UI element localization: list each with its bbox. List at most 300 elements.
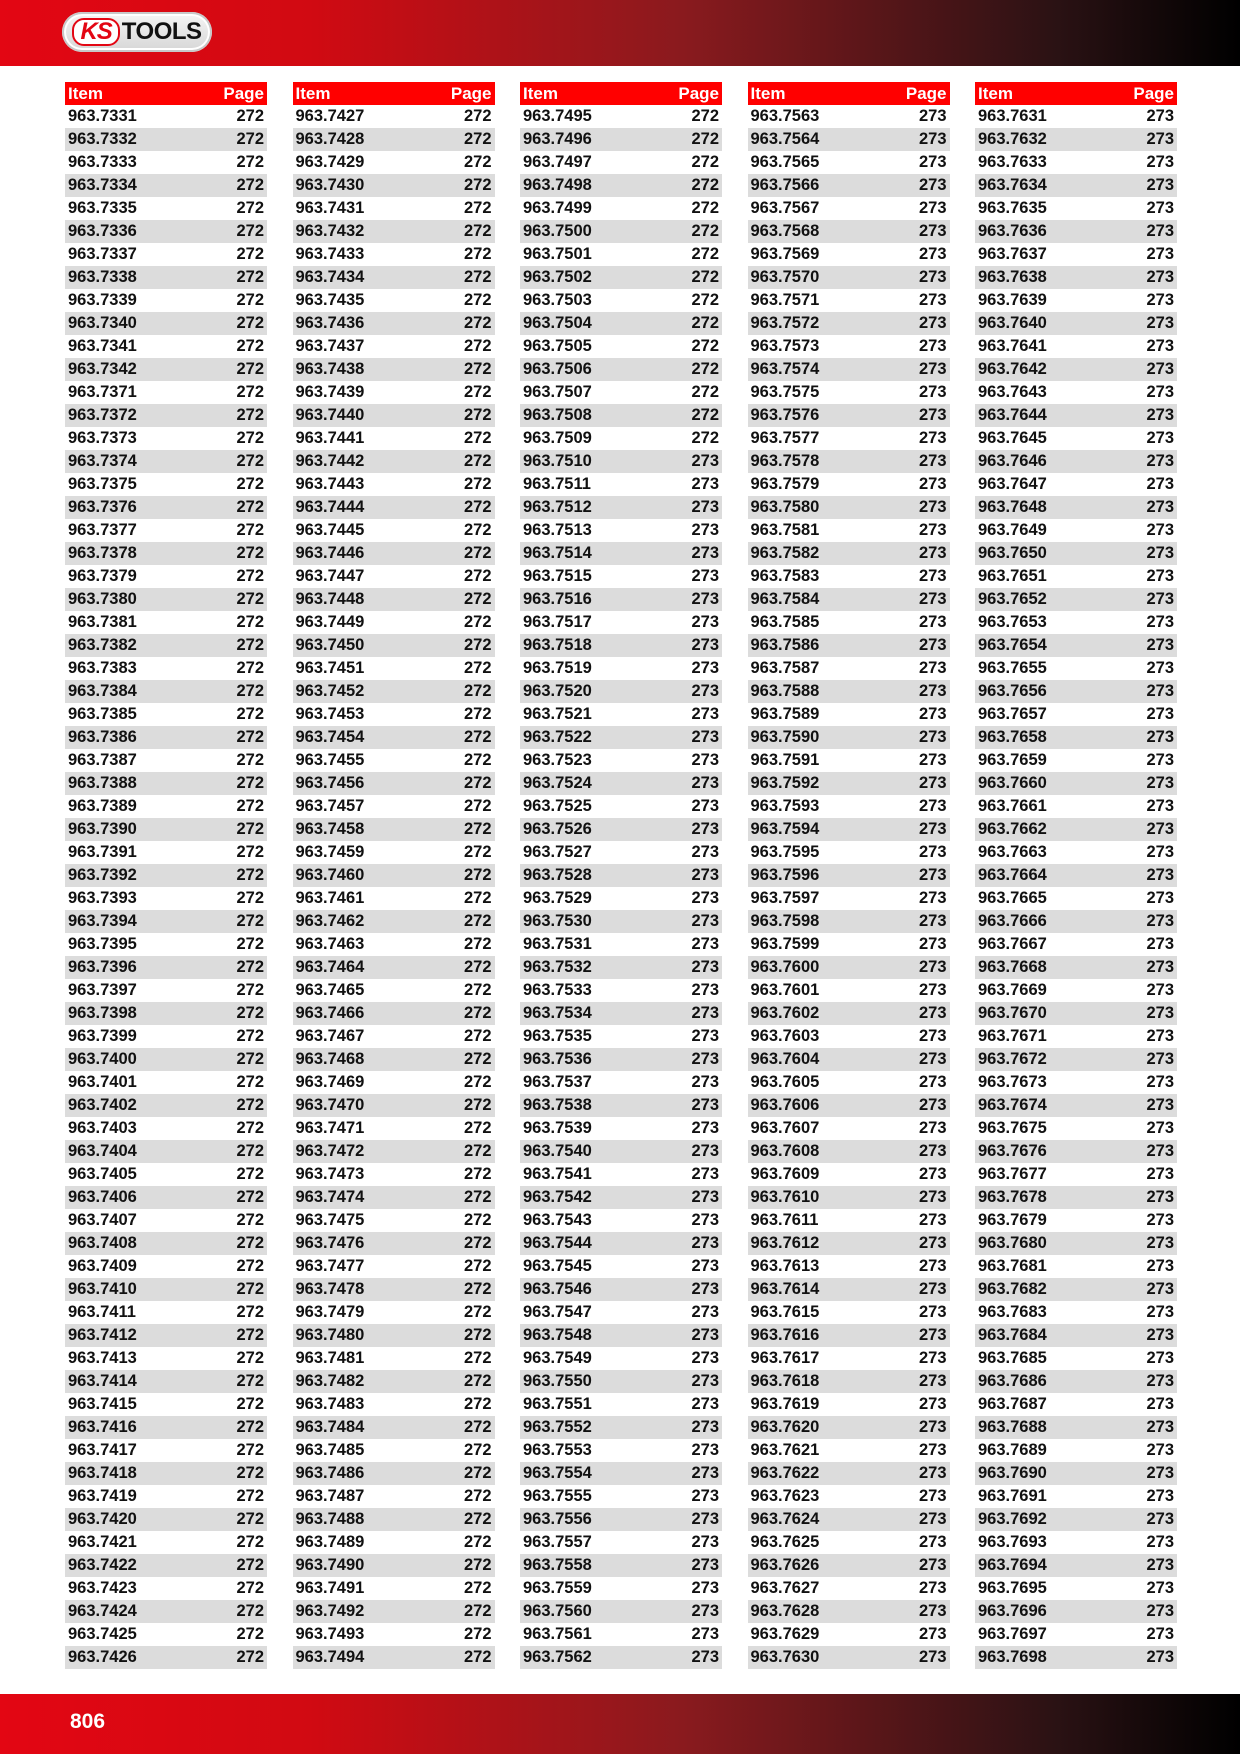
item-number: 963.7376: [68, 498, 137, 516]
page-ref: 272: [463, 245, 492, 263]
item-number: 963.7448: [295, 590, 365, 608]
page-ref: 273: [1146, 1050, 1174, 1068]
page-ref: 272: [236, 797, 264, 815]
table-row: [520, 542, 722, 565]
page-ref: 272: [236, 1096, 264, 1114]
table-row: [520, 312, 722, 335]
page-ref: 272: [463, 1257, 492, 1275]
item-number: 963.7625: [750, 1533, 820, 1551]
item-number: 963.7546: [523, 1280, 592, 1298]
item-number: 963.7424: [68, 1602, 137, 1620]
page-ref: 273: [691, 1418, 719, 1436]
item-number: 963.7457: [295, 797, 365, 815]
table-row: [748, 772, 950, 795]
item-number: 963.7600: [750, 958, 820, 976]
page-ref: 273: [918, 1073, 947, 1091]
item-number: 963.7440: [295, 406, 365, 424]
table-row: [65, 1140, 267, 1163]
item-number: 963.7409: [68, 1257, 137, 1275]
item-number: 963.7378: [68, 544, 137, 562]
item-number: 963.7688: [978, 1418, 1047, 1436]
item-number: 963.7587: [750, 659, 820, 677]
table-row: [293, 1278, 495, 1301]
page-ref: 272: [463, 268, 492, 286]
item-number: 963.7396: [68, 958, 137, 976]
table-row: [65, 174, 267, 197]
item-number: 963.7553: [523, 1441, 592, 1459]
item-number: 963.7455: [295, 751, 365, 769]
page-ref: 272: [463, 1073, 492, 1091]
item-number: 963.7632: [978, 130, 1047, 148]
item-number: 963.7510: [523, 452, 592, 470]
item-number: 963.7664: [978, 866, 1047, 884]
item-number: 963.7437: [295, 337, 365, 355]
table-row: [65, 1600, 267, 1623]
item-number: 963.7384: [68, 682, 137, 700]
page-ref: 273: [918, 1257, 947, 1275]
item-number: 963.7548: [523, 1326, 592, 1344]
item-number: 963.7574: [750, 360, 820, 378]
page-ref: 272: [463, 337, 492, 355]
table-row: [293, 933, 495, 956]
item-number: 963.7640: [978, 314, 1047, 332]
item-number: 963.7512: [523, 498, 592, 516]
page-ref: 273: [1146, 682, 1174, 700]
page-ref: 273: [691, 1648, 719, 1666]
index-table: [65, 82, 1177, 1668]
item-number: 963.7666: [978, 912, 1047, 930]
table-row: [975, 220, 1177, 243]
table-row: [748, 1094, 950, 1117]
page-ref: 272: [463, 1165, 492, 1183]
page-ref: 273: [918, 1096, 947, 1114]
table-row: [293, 772, 495, 795]
item-number: 963.7519: [523, 659, 592, 677]
table-row: [293, 381, 495, 404]
table-row: [293, 1301, 495, 1324]
item-number: 963.7620: [750, 1418, 820, 1436]
item-number: 963.7412: [68, 1326, 137, 1344]
table-row: [293, 1025, 495, 1048]
page-ref: 273: [691, 475, 719, 493]
item-number: 963.7656: [978, 682, 1047, 700]
table-row: [520, 220, 722, 243]
item-number: 963.7446: [295, 544, 365, 562]
item-number: 963.7332: [68, 130, 137, 148]
page-ref: 273: [1146, 1142, 1174, 1160]
page-ref: 273: [1146, 1326, 1174, 1344]
item-number: 963.7673: [978, 1073, 1047, 1091]
page-ref: 273: [1146, 406, 1174, 424]
table-row: [748, 519, 950, 542]
page-ref: 272: [691, 199, 719, 217]
item-number: 963.7654: [978, 636, 1047, 654]
item-number: 963.7495: [523, 107, 592, 125]
item-number: 963.7385: [68, 705, 137, 723]
table-row: [65, 1370, 267, 1393]
page-ref: 273: [691, 636, 719, 654]
table-row: [520, 1002, 722, 1025]
table-row: [748, 1324, 950, 1347]
table-row: [975, 289, 1177, 312]
item-number: 963.7428: [295, 130, 365, 148]
item-number: 963.7582: [750, 544, 820, 562]
page-ref: 273: [1146, 1211, 1174, 1229]
table-row: [975, 404, 1177, 427]
table-row: [748, 887, 950, 910]
page-ref: 273: [918, 590, 947, 608]
item-number: 963.7454: [295, 728, 365, 746]
table-row: [293, 542, 495, 565]
table-row: [293, 1439, 495, 1462]
item-number: 963.7399: [68, 1027, 137, 1045]
page-ref: 273: [691, 705, 719, 723]
page-ref: 273: [918, 1303, 947, 1321]
item-number: 963.7503: [523, 291, 592, 309]
table-row: [748, 1393, 950, 1416]
page-ref: 273: [918, 245, 947, 263]
table-row: [520, 1347, 722, 1370]
table-row: [975, 749, 1177, 772]
page-ref: 272: [463, 383, 492, 401]
item-number: 963.7689: [978, 1441, 1047, 1459]
page-ref: 273: [918, 1395, 947, 1413]
table-row: [520, 335, 722, 358]
page-ref: 272: [236, 1027, 264, 1045]
page-ref: 273: [691, 452, 719, 470]
page-ref: 273: [1146, 820, 1174, 838]
page-ref: 272: [463, 107, 492, 125]
table-row: [65, 864, 267, 887]
item-number: 963.7419: [68, 1487, 137, 1505]
table-row: [293, 1117, 495, 1140]
item-number: 963.7522: [523, 728, 592, 746]
table-row: [65, 1048, 267, 1071]
table-row: [975, 542, 1177, 565]
page-ref: 272: [236, 383, 264, 401]
item-number: 963.7551: [523, 1395, 592, 1413]
item-number: 963.7585: [750, 613, 820, 631]
page-ref: 273: [691, 567, 719, 585]
page-ref: 272: [463, 935, 492, 953]
item-number: 963.7692: [978, 1510, 1047, 1528]
table-row: [748, 1462, 950, 1485]
page-ref: 272: [463, 1464, 492, 1482]
item-number: 963.7410: [68, 1280, 137, 1298]
item-number: 963.7394: [68, 912, 137, 930]
page-ref: 273: [1146, 843, 1174, 861]
table-row: [748, 1232, 950, 1255]
item-number: 963.7408: [68, 1234, 137, 1252]
item-number: 963.7425: [68, 1625, 137, 1643]
page-ref: 273: [918, 498, 947, 516]
page-ref: 272: [236, 1418, 264, 1436]
table-row: [975, 772, 1177, 795]
page-ref: 272: [463, 1234, 492, 1252]
table-row: [975, 1623, 1177, 1646]
table-row: [293, 1140, 495, 1163]
item-number: 963.7489: [295, 1533, 365, 1551]
item-number: 963.7691: [978, 1487, 1047, 1505]
item-number: 963.7577: [750, 429, 820, 447]
table-row: [293, 1255, 495, 1278]
table-row: [975, 312, 1177, 335]
item-number: 963.7693: [978, 1533, 1047, 1551]
table-row: [293, 818, 495, 841]
page-ref: 273: [918, 521, 947, 539]
item-number: 963.7449: [295, 613, 365, 631]
item-number: 963.7638: [978, 268, 1047, 286]
item-number: 963.7524: [523, 774, 592, 792]
item-number: 963.7683: [978, 1303, 1047, 1321]
item-number: 963.7561: [523, 1625, 592, 1643]
page-ref: 272: [463, 1441, 492, 1459]
item-number: 963.7483: [295, 1395, 365, 1413]
item-number: 963.7595: [750, 843, 820, 861]
item-number: 963.7435: [295, 291, 365, 309]
page-ref: 272: [463, 544, 492, 562]
table-row: [293, 1577, 495, 1600]
table-row: [65, 956, 267, 979]
table-row: [65, 910, 267, 933]
item-number: 963.7386: [68, 728, 137, 746]
page-ref: 273: [1146, 866, 1174, 884]
table-row: [975, 105, 1177, 128]
table-row: [748, 151, 950, 174]
page-ref: 272: [463, 705, 492, 723]
table-row: [65, 1324, 267, 1347]
item-number: 963.7517: [523, 613, 592, 631]
item-number: 963.7493: [295, 1625, 365, 1643]
page-ref: 272: [691, 429, 719, 447]
page-ref: 272: [463, 958, 492, 976]
page-ref: 273: [691, 820, 719, 838]
page-ref: 273: [918, 1004, 947, 1022]
item-number: 963.7387: [68, 751, 137, 769]
page-ref: 272: [463, 1533, 492, 1551]
page-ref: 272: [236, 1349, 264, 1367]
page-ref: 272: [236, 429, 264, 447]
table-row: [65, 1025, 267, 1048]
page-ref: 273: [691, 1096, 719, 1114]
item-number: 963.7538: [523, 1096, 592, 1114]
item-number: 963.7614: [750, 1280, 820, 1298]
page-ref: 273: [1146, 935, 1174, 953]
table-row: [65, 726, 267, 749]
page-ref: 272: [463, 1027, 492, 1045]
item-number: 963.7508: [523, 406, 592, 424]
item-number: 963.7665: [978, 889, 1047, 907]
table-row: [293, 197, 495, 220]
table-row: [975, 1278, 1177, 1301]
page-ref: 272: [463, 1280, 492, 1298]
item-number: 963.7420: [68, 1510, 137, 1528]
table-row: [65, 1301, 267, 1324]
item-number: 963.7406: [68, 1188, 137, 1206]
table-row: [520, 588, 722, 611]
table-row: [748, 1278, 950, 1301]
item-number: 963.7480: [295, 1326, 365, 1344]
page-ref: 273: [691, 912, 719, 930]
item-number: 963.7500: [523, 222, 592, 240]
page-ref: 272: [463, 1211, 492, 1229]
page-ref: 272: [463, 682, 492, 700]
page-ref: 272: [236, 337, 264, 355]
header-page-label: Page: [905, 83, 947, 103]
item-number: 963.7571: [750, 291, 820, 309]
item-number: 963.7648: [978, 498, 1047, 516]
table-row: [520, 1531, 722, 1554]
page-ref: 273: [918, 107, 947, 125]
table-row: [975, 795, 1177, 818]
page-ref: 273: [691, 1234, 719, 1252]
page-ref: 273: [1146, 636, 1174, 654]
item-number: 963.7637: [978, 245, 1047, 263]
page-ref: 272: [236, 176, 264, 194]
page-ref: 273: [691, 981, 719, 999]
table-row: [748, 128, 950, 151]
table-row: [65, 1117, 267, 1140]
page-ref: 273: [1146, 1648, 1174, 1666]
table-row: [293, 657, 495, 680]
item-number: 963.7516: [523, 590, 592, 608]
item-number: 963.7413: [68, 1349, 137, 1367]
page-ref: 272: [463, 843, 492, 861]
page-ref: 273: [691, 659, 719, 677]
table-row: [975, 1209, 1177, 1232]
table-row: [65, 1347, 267, 1370]
table-row: [293, 1416, 495, 1439]
page-ref: 273: [918, 176, 947, 194]
item-number: 963.7439: [295, 383, 365, 401]
table-row: [65, 749, 267, 772]
table-row: [520, 381, 722, 404]
table-row: [975, 1025, 1177, 1048]
item-number: 963.7533: [523, 981, 592, 999]
table-row: [975, 1393, 1177, 1416]
page-ref: 272: [236, 1188, 264, 1206]
header-page-label: Page: [678, 83, 719, 103]
index-column: [293, 82, 495, 1668]
item-number: 963.7678: [978, 1188, 1047, 1206]
page-ref: 272: [463, 1602, 492, 1620]
page-ref: 272: [463, 820, 492, 838]
page-ref: 273: [918, 843, 947, 861]
table-row: [975, 1416, 1177, 1439]
item-number: 963.7658: [978, 728, 1047, 746]
item-number: 963.7556: [523, 1510, 592, 1528]
item-number: 963.7460: [295, 866, 365, 884]
table-row: [748, 1600, 950, 1623]
page-ref: 272: [463, 613, 492, 631]
item-number: 963.7490: [295, 1556, 365, 1574]
page-ref: 273: [1146, 1303, 1174, 1321]
table-row: [65, 1232, 267, 1255]
table-row: [293, 1531, 495, 1554]
table-row: [748, 1554, 950, 1577]
table-row: [748, 1117, 950, 1140]
table-row: [975, 335, 1177, 358]
table-row: [748, 220, 950, 243]
table-row: [975, 657, 1177, 680]
item-number: 963.7631: [978, 107, 1047, 125]
page-ref: 272: [236, 1579, 264, 1597]
page-ref: 273: [691, 1372, 719, 1390]
table-row: [975, 611, 1177, 634]
item-number: 963.7599: [750, 935, 820, 953]
item-number: 963.7621: [750, 1441, 820, 1459]
page-ref: 272: [463, 797, 492, 815]
item-number: 963.7502: [523, 268, 592, 286]
page-ref: 273: [918, 866, 947, 884]
page-ref: 272: [463, 567, 492, 585]
table-row: [748, 1416, 950, 1439]
page-ref: 272: [236, 153, 264, 171]
page-ref: 273: [918, 958, 947, 976]
item-number: 963.7552: [523, 1418, 592, 1436]
item-number: 963.7336: [68, 222, 137, 240]
table-row: [748, 381, 950, 404]
item-number: 963.7464: [295, 958, 365, 976]
table-row: [65, 565, 267, 588]
page-ref: 272: [463, 153, 492, 171]
page-ref: 273: [1146, 360, 1174, 378]
table-row: [65, 450, 267, 473]
table-row: [293, 565, 495, 588]
page-ref: 272: [463, 1395, 492, 1413]
table-row: [748, 818, 950, 841]
item-number: 963.7669: [978, 981, 1047, 999]
page-ref: 273: [691, 1510, 719, 1528]
item-number: 963.7523: [523, 751, 592, 769]
page-ref: 272: [236, 1004, 264, 1022]
item-number: 963.7601: [750, 981, 820, 999]
page-ref: 272: [691, 291, 719, 309]
table-row: [520, 450, 722, 473]
index-column: [65, 82, 267, 1668]
page-ref: 273: [918, 1625, 947, 1643]
item-number: 963.7684: [978, 1326, 1047, 1344]
page-ref: 272: [236, 981, 264, 999]
table-row: [748, 335, 950, 358]
page-ref: 272: [236, 659, 264, 677]
item-number: 963.7602: [750, 1004, 820, 1022]
page-ref: 272: [463, 1188, 492, 1206]
table-row: [293, 174, 495, 197]
page-ref: 273: [1146, 1625, 1174, 1643]
page-ref: 273: [1146, 1004, 1174, 1022]
table-row: [975, 1439, 1177, 1462]
page-ref: 273: [1146, 1280, 1174, 1298]
table-row: [65, 933, 267, 956]
page-ref: 272: [463, 889, 492, 907]
page-ref: 273: [1146, 245, 1174, 263]
page-ref: 273: [1146, 981, 1174, 999]
index-column: [748, 82, 950, 1668]
item-number: 963.7564: [750, 130, 820, 148]
item-number: 963.7607: [750, 1119, 820, 1137]
item-number: 963.7532: [523, 958, 592, 976]
page-ref: 273: [918, 314, 947, 332]
table-row: [520, 1186, 722, 1209]
page-ref: 272: [236, 1303, 264, 1321]
page-ref: 273: [1146, 958, 1174, 976]
page-ref: 273: [918, 567, 947, 585]
page-ref: 273: [691, 521, 719, 539]
table-row: [293, 128, 495, 151]
item-number: 963.7482: [295, 1372, 365, 1390]
page-ref: 273: [918, 912, 947, 930]
